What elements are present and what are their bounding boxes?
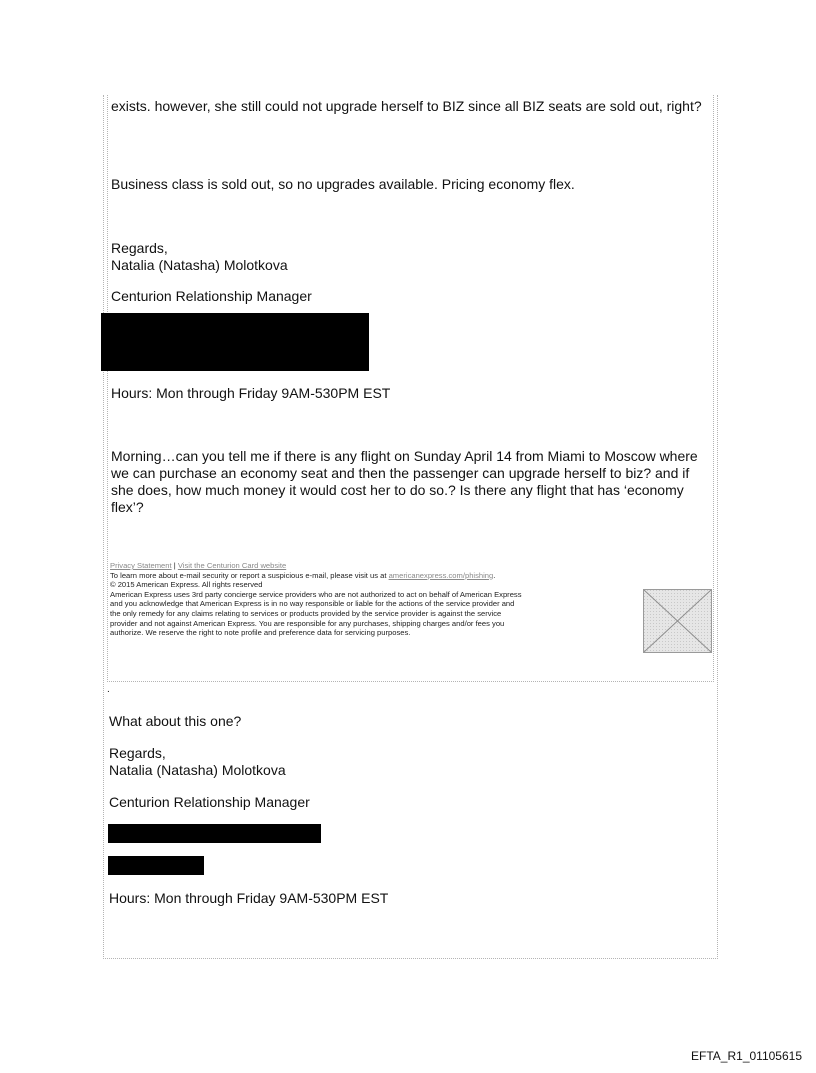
question-line: she does, how much money it would cost her to do so.? Is there any flight that has ‘economy: [111, 482, 684, 498]
learn-more-line: [110, 571, 522, 581]
signature-hours: Hours: Mon through Friday 9AM-530PM EST: [111, 385, 391, 401]
disclaimer-links-row: [110, 561, 522, 571]
redaction-block: [108, 856, 204, 875]
signature-name: Natalia (Natasha) Molotkova: [109, 762, 286, 778]
redaction-block: [101, 313, 369, 371]
redaction-block: [108, 824, 321, 843]
question-line: flex’?: [111, 499, 144, 515]
disclaimer-line: American Express uses 3rd party concierge service providers who are not authorized to act on behalf of American Express: [110, 589, 522, 599]
question-paragraph: [111, 448, 698, 516]
signature-hours: Hours: Mon through Friday 9AM-530PM EST: [109, 890, 389, 906]
disclaimer-line: authorize. We reserve the right to note profile and preference data for servicing purposes.: [110, 628, 411, 638]
copyright-line: © 2015 American Express. All rights reserved: [110, 580, 263, 590]
document-id: EFTA_R1_01105615: [691, 1049, 802, 1063]
link-separator: |: [173, 561, 176, 570]
privacy-statement-link[interactable]: Privacy Statement: [110, 561, 172, 570]
signature-regards: Regards,: [109, 745, 166, 761]
disclaimer-block: [110, 561, 522, 638]
text-business-class-reply: Business class is sold out, so no upgrades available. Pricing economy flex.: [111, 176, 575, 192]
signature-name: Natalia (Natasha) Molotkova: [111, 257, 288, 273]
text-exists-line: exists. however, she still could not upgrade herself to BIZ since all BIZ seats are sold out, right?: [111, 98, 702, 114]
message-what-about: What about this one?: [109, 713, 242, 729]
disclaimer-line: and you acknowledge that American Express is in no way responsible or liable for the actions of the service provider and: [110, 599, 515, 609]
disclaimer-line: provider and not against American Express. You are responsible for any purchases, shipping charges and/or fees you: [110, 618, 505, 628]
phishing-link[interactable]: americanexpress.com/phishing: [388, 570, 494, 580]
question-line: we can purchase an economy seat and then the passenger can upgrade herself to biz? and if: [111, 465, 690, 481]
question-line: Morning…can you tell me if there is any flight on Sunday April 14 from Miami to Moscow where: [111, 448, 698, 464]
signature-title: Centurion Relationship Manager: [109, 794, 310, 810]
learn-more-text: To learn more about e-mail security or report a suspicious e-mail, please visit us at: [110, 570, 387, 580]
broken-image-icon: [644, 590, 711, 652]
broken-image-placeholder: [643, 589, 712, 653]
separator-dot: .: [107, 684, 110, 695]
signature-title: Centurion Relationship Manager: [111, 288, 312, 304]
learn-more-period: .: [493, 570, 496, 580]
centurion-website-link[interactable]: Visit the Centurion Card website: [177, 561, 287, 570]
signature-regards: Regards,: [111, 240, 168, 256]
disclaimer-line: the only remedy for any claims relating to services or products provided by the service provider is against the service: [110, 608, 502, 618]
